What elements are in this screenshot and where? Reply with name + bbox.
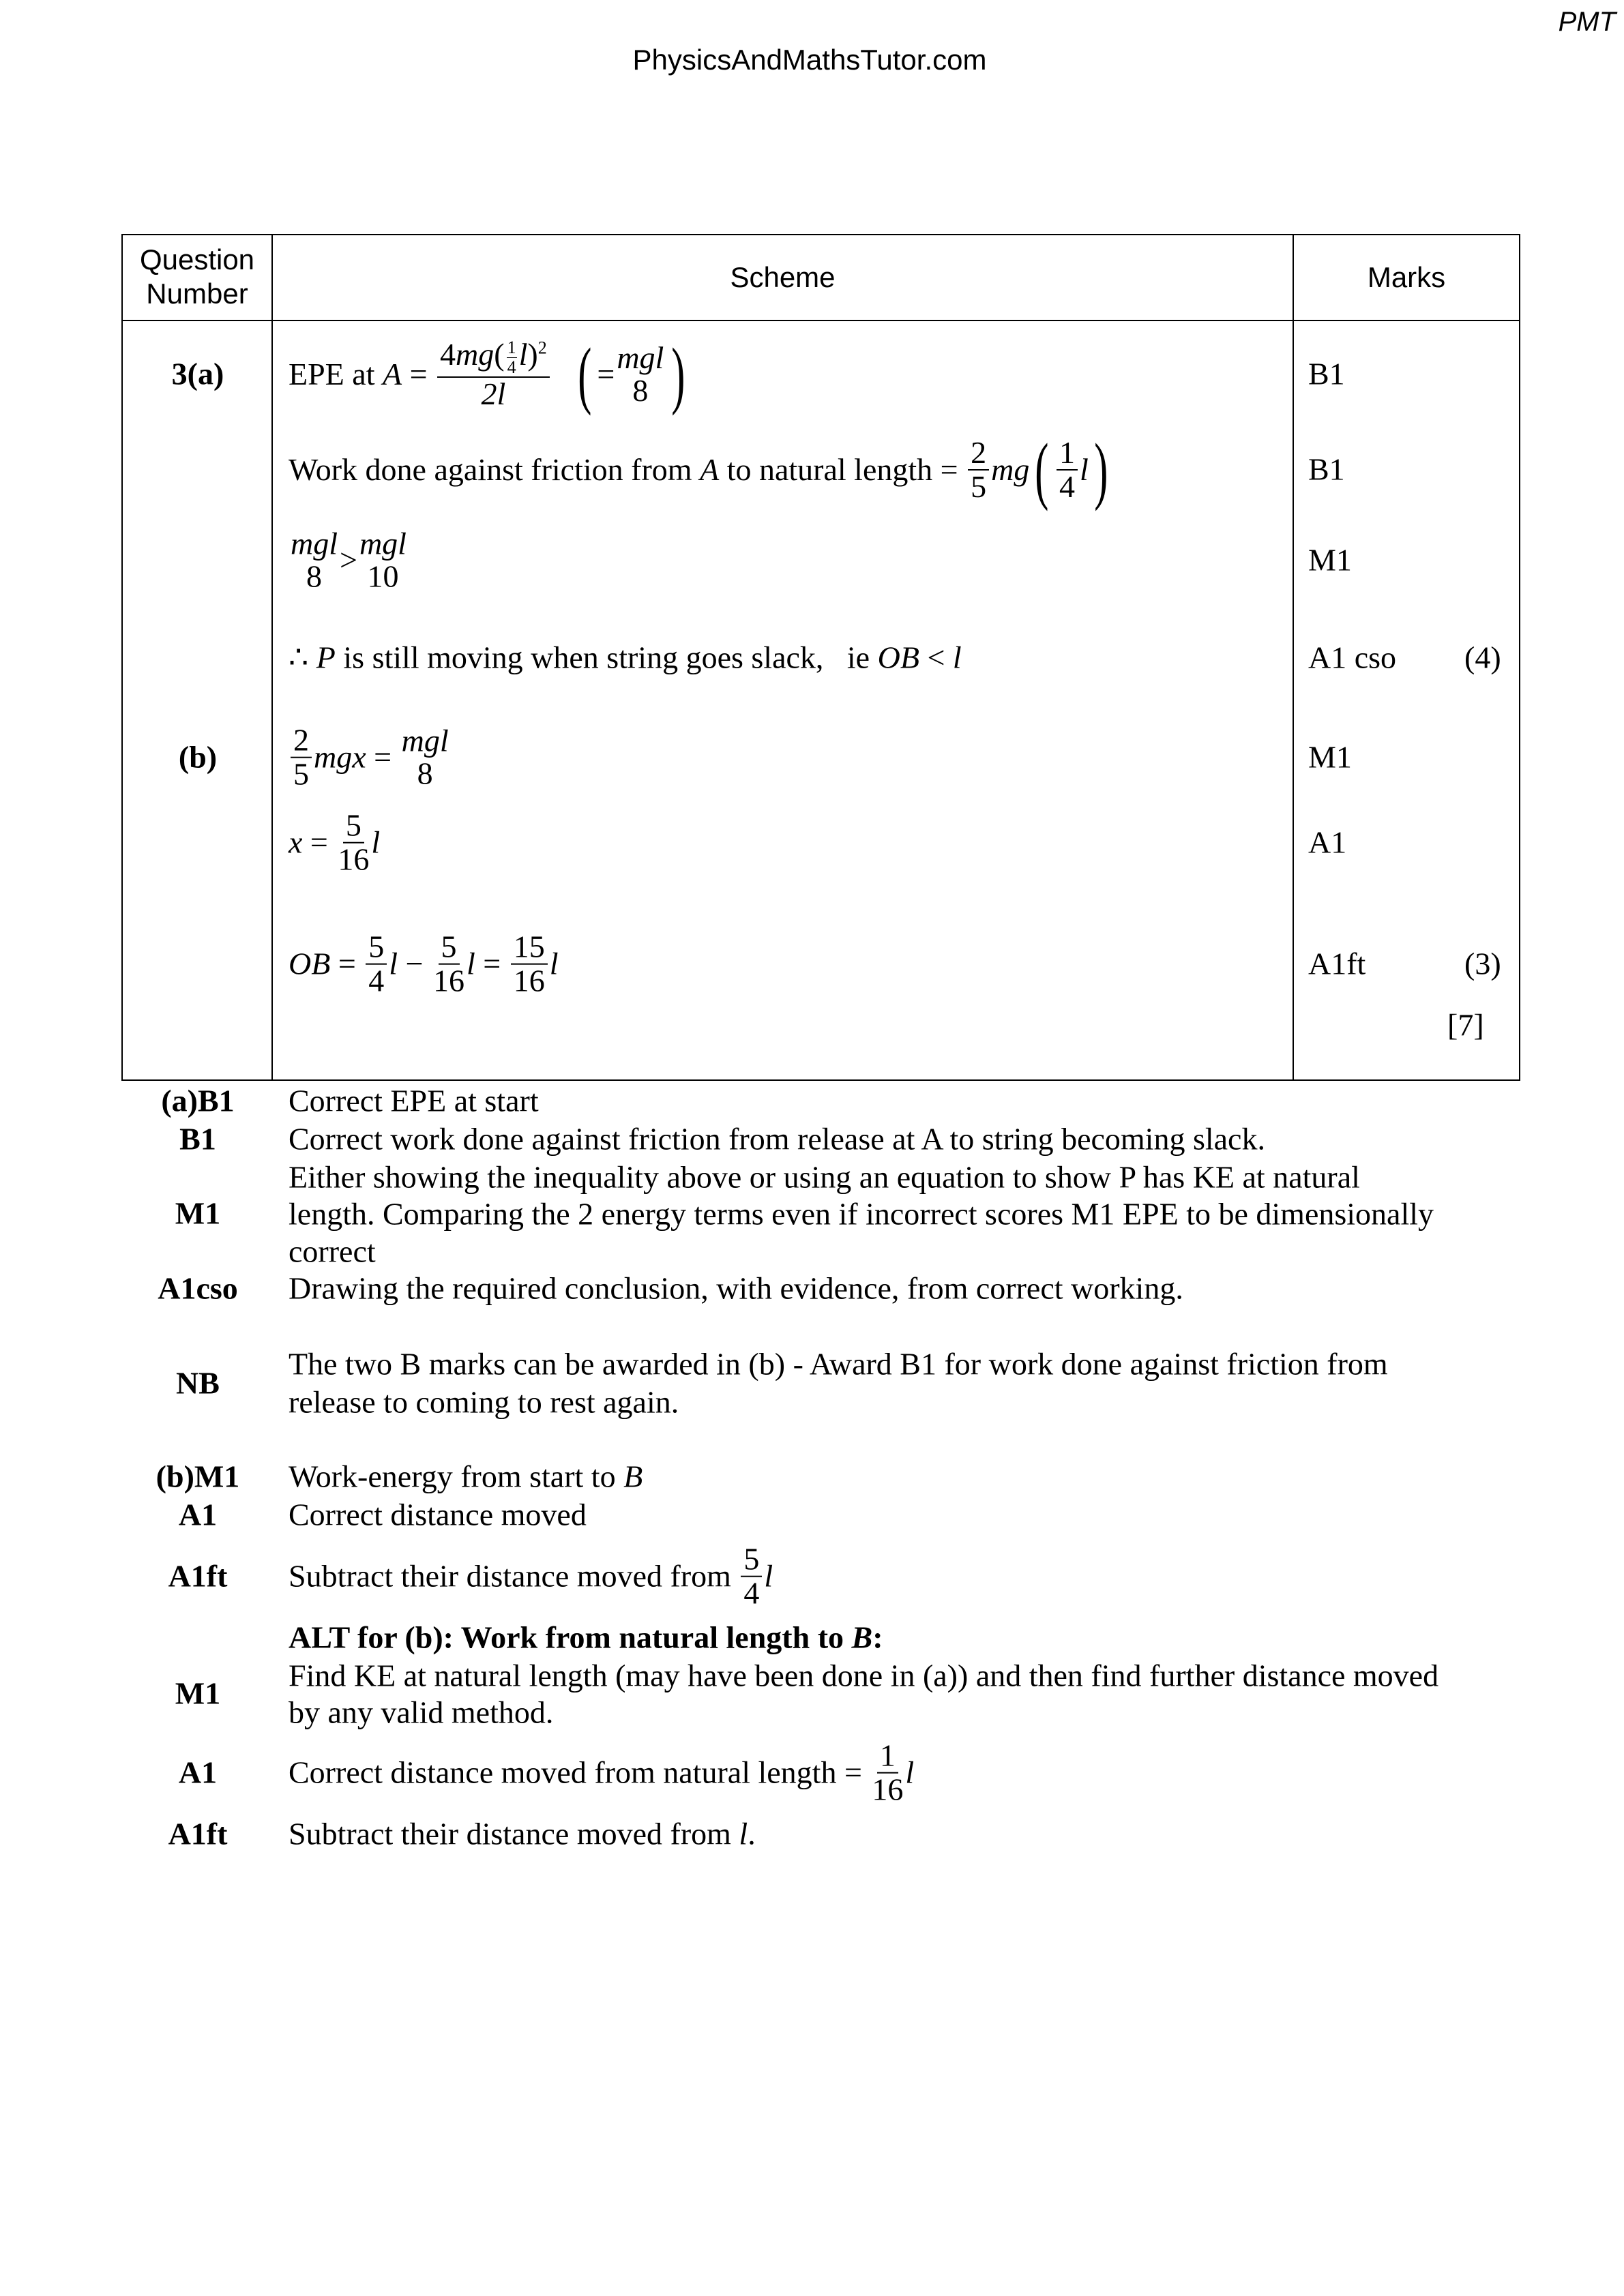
scheme-line-work: [289, 428, 1113, 511]
mark: A1: [1308, 824, 1347, 860]
var: x: [289, 824, 303, 860]
text: =: [330, 946, 364, 981]
note-text: Correct work done against friction from release at A to string becoming slack.: [289, 1121, 1265, 1157]
var: l: [905, 1755, 915, 1790]
var: l: [549, 946, 559, 981]
var: A: [382, 356, 402, 391]
fraction: [433, 931, 464, 998]
var: B: [851, 1620, 873, 1655]
fraction: [366, 931, 387, 998]
var: mg: [991, 451, 1030, 487]
den: 16: [513, 964, 545, 998]
note-text: [289, 1543, 773, 1611]
note-text: Find KE at natural length (may have been done in (a)) and then find further distance moved: [289, 1658, 1439, 1693]
header-marks: Marks: [1367, 261, 1446, 293]
subtotal: (4): [1464, 640, 1501, 675]
var: l: [1079, 451, 1089, 487]
site-header: PhysicsAndMathsTutor.com: [632, 44, 987, 76]
num: 2: [968, 436, 989, 471]
note-text: length. Comparing the 2 energy terms even if incorrect scores M1 EPE to be dimensionally: [289, 1196, 1434, 1232]
var: l: [739, 1816, 748, 1851]
scheme-line-epe: [289, 333, 691, 416]
note-label: A1cso: [158, 1270, 238, 1306]
header-divider: [121, 320, 1520, 321]
num: mgl: [617, 340, 664, 375]
fraction: [968, 436, 989, 504]
text: =: [475, 946, 509, 981]
var: A: [700, 451, 720, 487]
text: is still moving when string goes slack, ie: [335, 640, 878, 675]
scheme-line-conclusion: [289, 640, 962, 676]
note-label: M1: [175, 1195, 221, 1231]
note-label: B1: [179, 1121, 216, 1157]
text: ∴: [289, 640, 316, 675]
note-text: [289, 1459, 643, 1495]
note-text: [289, 1817, 756, 1853]
note-label: A1ft: [168, 1816, 228, 1851]
num: 5: [741, 1543, 762, 1577]
den: 8: [306, 559, 322, 594]
var: l: [952, 640, 962, 675]
note-text: by any valid method.: [289, 1695, 554, 1730]
num: 1: [877, 1740, 898, 1774]
paren: (: [577, 333, 592, 416]
fraction: [741, 1543, 762, 1611]
note-label: A1: [178, 1755, 218, 1790]
note-label: (b)M1: [156, 1459, 240, 1494]
fraction: [402, 725, 449, 791]
scheme-line-b2: [289, 809, 380, 877]
note-label: A1: [178, 1497, 218, 1532]
den: 4: [507, 357, 516, 377]
note-text: Correct EPE at start: [289, 1083, 539, 1118]
text: :: [872, 1620, 883, 1655]
den: 5: [293, 757, 309, 792]
mark: B1: [1308, 451, 1345, 487]
den: 16: [433, 964, 465, 998]
den: 10: [367, 559, 399, 594]
exponent: 2: [537, 338, 547, 358]
fraction: [511, 931, 548, 998]
var: mgx: [314, 739, 366, 775]
den: 8: [632, 373, 649, 408]
header-line: Number: [146, 278, 248, 310]
header-scheme: Scheme: [730, 261, 836, 293]
header-question-number: [123, 243, 271, 311]
var: l: [764, 1558, 773, 1594]
mark: B1: [1308, 356, 1345, 391]
den: 5: [971, 469, 987, 504]
text: Correct distance moved from natural length =: [289, 1755, 870, 1790]
text: >: [340, 542, 357, 578]
note-label: M1: [175, 1675, 221, 1711]
note-text: The two B marks can be awarded in (b) - Award B1 for work done against friction from: [289, 1346, 1388, 1382]
text: Work done against friction from: [289, 451, 700, 487]
fraction: [359, 528, 407, 594]
num: 2: [291, 724, 312, 758]
den: 16: [872, 1772, 904, 1807]
den: 4: [1059, 469, 1075, 504]
text: Subtract their distance moved from: [289, 1816, 739, 1851]
var: l: [371, 824, 381, 860]
var: B: [623, 1459, 643, 1494]
var: l: [389, 946, 398, 981]
fraction: [338, 809, 369, 877]
num: mgl: [359, 526, 407, 561]
den: 2l: [481, 376, 506, 411]
num: mgl: [291, 526, 338, 561]
text: <: [919, 640, 953, 675]
fraction: [1057, 436, 1078, 504]
mark: M1: [1308, 542, 1352, 578]
text: =: [302, 824, 336, 860]
note-text: release to coming to rest again.: [289, 1384, 679, 1420]
paren: (: [494, 336, 505, 372]
fraction: [437, 338, 550, 411]
num: 4: [440, 336, 456, 372]
paren: (: [1035, 428, 1049, 511]
grand-total: [7]: [1447, 1007, 1484, 1043]
paren: ): [1094, 428, 1108, 511]
text: =: [597, 356, 615, 391]
den: 16: [338, 842, 370, 877]
text: =: [366, 739, 400, 775]
fraction: [291, 528, 338, 594]
note-label: NB: [176, 1365, 220, 1401]
note-label: A1ft: [168, 1558, 228, 1594]
subtotal: (3): [1464, 946, 1501, 981]
num: 1: [1057, 436, 1078, 471]
text: ALT for (b): Work from natural length to: [289, 1620, 852, 1655]
num: 5: [439, 931, 460, 965]
note-text: Either showing the inequality above or using an equation to show P has KE at natural: [289, 1159, 1360, 1195]
note-text: Drawing the required conclusion, with evidence, from correct working.: [289, 1270, 1183, 1306]
fraction: [291, 724, 312, 792]
note-text: [289, 1740, 914, 1807]
fraction: [872, 1740, 903, 1807]
text: to natural length =: [719, 451, 966, 487]
mark: A1ft: [1308, 946, 1366, 981]
text: EPE at: [289, 356, 383, 391]
text: =: [402, 356, 436, 391]
note-text: Correct distance moved: [289, 1497, 587, 1532]
den: 8: [417, 756, 433, 791]
num: 5: [343, 809, 364, 844]
text: Work-energy from start to: [289, 1459, 624, 1494]
scheme-line-inequality: [289, 528, 409, 594]
num: 1: [507, 338, 516, 358]
mark: M1: [1308, 739, 1352, 775]
text: .: [748, 1816, 756, 1851]
var: OB: [877, 640, 919, 675]
scheme-line-b3: [289, 931, 559, 998]
note-label: (a)B1: [161, 1083, 235, 1118]
fraction: [507, 338, 517, 376]
num: 5: [366, 931, 387, 965]
question-label-3a: 3(a): [171, 356, 224, 391]
text: Subtract their distance moved from: [289, 1558, 739, 1594]
num: mg: [456, 336, 494, 372]
num: 15: [511, 931, 548, 965]
var: OB: [289, 946, 331, 981]
header-line: Question: [139, 243, 255, 275]
den: 4: [743, 1576, 760, 1611]
mark: A1 cso: [1308, 640, 1397, 675]
scheme-line-b1: [289, 724, 451, 792]
note-text: correct: [289, 1234, 376, 1269]
alt-heading: [289, 1620, 883, 1656]
den: 4: [368, 964, 385, 998]
num: l: [518, 336, 528, 372]
fraction: [617, 342, 664, 408]
question-label-b: (b): [178, 739, 218, 775]
paren: ): [671, 333, 685, 416]
num: mgl: [401, 723, 449, 758]
paren: ): [527, 336, 538, 372]
text: −: [398, 946, 432, 981]
column-divider: [1293, 234, 1294, 1081]
pmt-label: PMT: [1558, 7, 1616, 37]
var: l: [467, 946, 475, 981]
var: P: [316, 640, 336, 675]
